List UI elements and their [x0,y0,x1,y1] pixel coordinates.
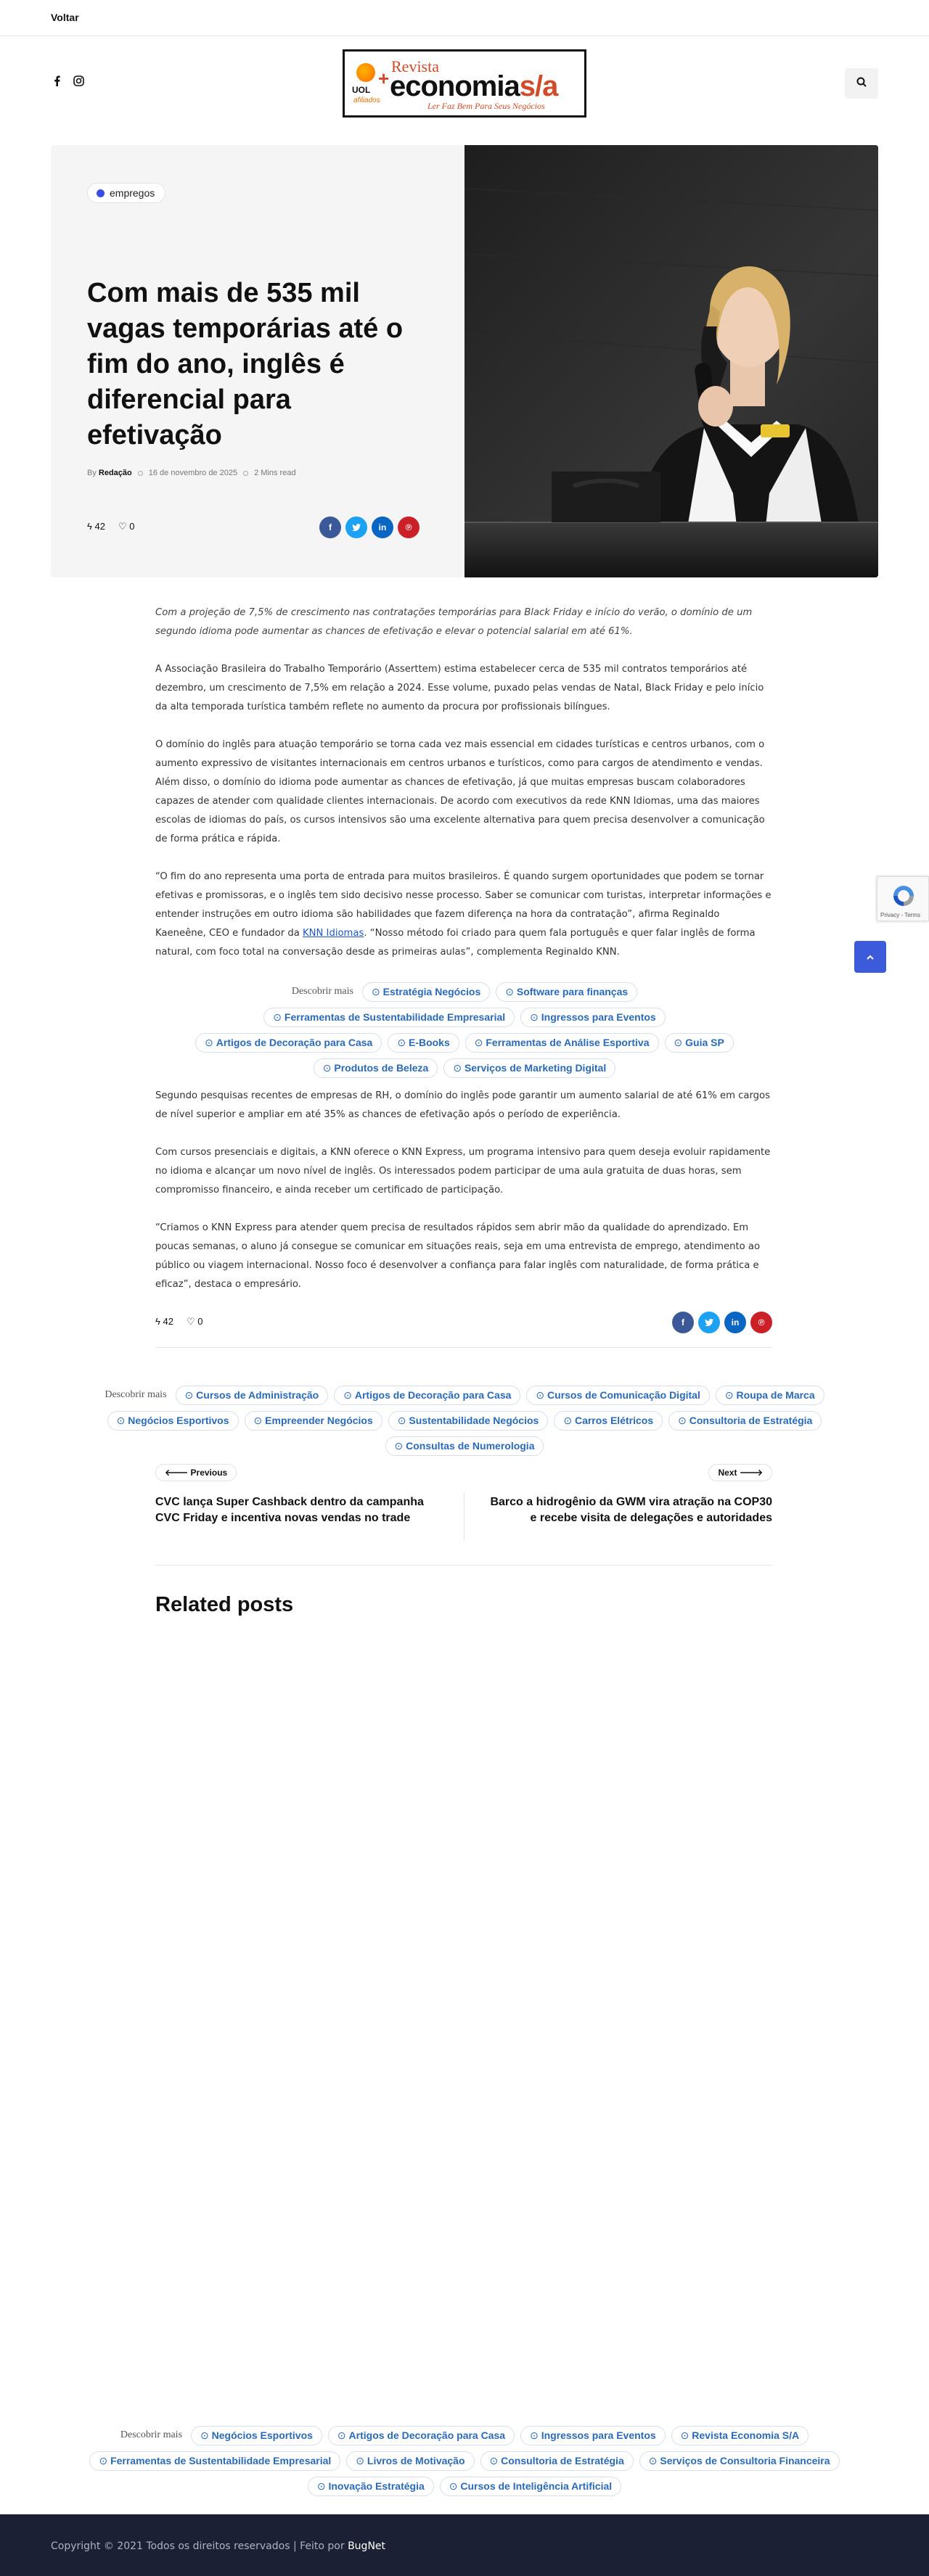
category-dot-icon [97,189,105,197]
linkedin-share-icon[interactable]: in [724,1312,746,1333]
discover-chip[interactable]: ⊙ Consultas de Numerologia [385,1436,544,1456]
top-bar [0,0,929,36]
article-title: Com mais de 535 mil vagas temporárias até o fim do ano, inglês é diferencial para efetivação [87,278,404,450]
article-paragraph: A Associação Brasileira do Trabalho Temporário (Asserttem) estima estabelecer cerca de 535 mil contratos temporários até dezembro, um crescimento de 7,5% em relação a 2024. Esse volume, puxado pelas vendas de Natal, Black Friday e pelo início da alta temporada turística também reflete no aumento da procura por profissionais bilíngues. [155,664,764,712]
views-value: 42 [163,1316,173,1327]
discover-chip[interactable]: ⊙ Inovação Estratégia [308,2477,434,2496]
logo-tagline: Ler Faz Bem Para Seus Negócios [427,101,545,111]
bolt-icon: ϟ [87,521,92,532]
category-badge[interactable] [87,183,165,203]
instagram-icon[interactable] [73,75,84,89]
discover-chip[interactable]: ⊙ Ferramentas de Análise Esportiva [465,1033,659,1053]
discover-chip[interactable]: ⊙ Artigos de Decoração para Casa [328,2426,515,2445]
publish-date: 16 de novembro de 2025 [148,469,238,477]
article-body [155,604,772,1313]
byline-by: By [87,469,97,477]
paragraph-text: “O fim do ano representa uma porta de entrada para muitos brasileiros. É quando surgem oportunidades que podem se tornar efetivas e promissoras, e o inglês tem sido decisivo nesse processo. Saber se comunicar com turistas, interpretar informações e entender instruções em outro idioma são habilidades que fazem diferença na hora da contratação”, afirma Reginaldo Kaeneêne, CEO e fundador da [155,871,772,939]
paragraph-text: . “Nosso método foi criado para quem fala português e quer falar inglês de forma natural, com foco total na conversação desde as primeiras aulas”, complementa Reginaldo KNN. [155,928,756,958]
previous-post-button[interactable] [155,1464,237,1481]
discover-chip[interactable]: ⊙ Artigos de Decoração para Casa [195,1033,382,1053]
arrow-up-icon [867,950,874,963]
discover-more-inline [0,982,929,1084]
logo-afiliados-text: afiliados [353,96,380,104]
article-meta [87,469,296,477]
footer-brand-link[interactable]: BugNet [348,2540,386,2552]
meta-separator [138,471,143,476]
discover-chip[interactable]: ⊙ Negócios Esportivos [191,2426,322,2445]
discover-chip[interactable]: ⊙ Livros de Motivação [346,2451,474,2471]
discover-row [0,2426,929,2445]
discover-more-bottom [0,2426,929,2502]
hero-image [464,145,878,577]
facebook-share-icon[interactable]: f [672,1312,694,1333]
discover-chip[interactable]: ⊙ Artigos de Decoração para Casa [334,1386,520,1405]
discover-label: Descobrir mais [291,986,353,997]
discover-label: Descobrir mais [105,1389,167,1400]
knn-idiomas-link[interactable]: KNN Idiomas [302,928,364,939]
likes-value: 0 [197,1316,203,1327]
discover-chip[interactable]: ⊙ Serviços de Consultoria Financeira [639,2451,840,2471]
arrow-right-icon: 🡒 [739,1468,763,1478]
discover-row [0,1411,929,1431]
recaptcha-links[interactable]: Privacy - Terms [880,912,920,918]
discover-chip[interactable]: ⊙ Ferramentas de Sustentabilidade Empresarial [263,1008,515,1027]
discover-chip[interactable]: ⊙ Guia SP [665,1033,734,1053]
likes-count[interactable] [187,1316,203,1328]
read-time: 2 Mins read [254,469,296,477]
search-icon [856,77,867,91]
recaptcha-icon [891,883,917,909]
hero-text-panel [51,145,464,577]
views-value: 42 [94,521,105,532]
post-navigation [155,1464,772,1565]
discover-chip[interactable]: ⊙ Ingressos para Eventos [520,2426,666,2445]
discover-chip[interactable]: ⊙ Produtos de Beleza [314,1058,438,1078]
discover-chip[interactable]: ⊙ Cursos de Administração [176,1386,329,1405]
article-footer-bar [155,1312,772,1348]
bolt-icon: ϟ [155,1316,160,1327]
related-posts-heading: Related posts [155,1593,294,1616]
logo-revista-text: Revista [391,57,439,75]
article-lead: Com a projeção de 7,5% de crescimento nas contratações temporárias para Black Friday e início do verão, o domínio de um segundo idioma pode aumentar as chances de efetivação e elevar o potencial salarial em até 61%. [155,607,753,637]
logo-uol-text: UOL [352,85,371,95]
likes-count[interactable] [118,521,135,532]
article-paragraph: O domínio do inglês para atuação temporário se torna cada vez mais essencial em cidades turísticas e centros urbanos, com o aumento expressivo de visitantes internacionais em centros urbanos e turísticos, como para cargos de atendimento e vendas. Além disso, o domínio do idioma pode aumentar as chances de efetivação, já que muitas empresas buscam colaboradores capazes de atender com qualidade clientes internacionais. De acordo com executivos da rede KNN Idiomas, uma das maiores escolas de idiomas do país, os cursos intensivos são uma excelente alternativa para quem precisa desenvolver a comunicação de forma prática e rápida. [155,739,765,844]
discover-row [0,1033,929,1053]
meta-separator [243,471,248,476]
linkedin-share-icon[interactable]: in [372,517,393,538]
discover-chip[interactable]: ⊙ Cursos de Comunicação Digital [526,1386,709,1405]
discover-chip[interactable]: ⊙ Ferramentas de Sustentabilidade Empresarial [89,2451,340,2471]
heart-icon: ♡ [118,521,127,532]
article-stats [155,1316,203,1328]
heart-icon: ♡ [186,1316,195,1327]
discover-label: Descobrir mais [120,2429,183,2440]
discover-chip[interactable]: ⊙ Sustentabilidade Negócios [388,1411,549,1431]
discover-chip[interactable]: ⊙ Empreender Negócios [245,1411,382,1431]
social-links [51,75,84,89]
discover-row [0,1386,929,1405]
article-paragraph [155,868,772,962]
article-stats [87,521,135,532]
logo-name-suffix: s/a [519,70,558,102]
site-footer [0,2514,929,2576]
likes-value: 0 [129,521,135,532]
pinterest-share-icon[interactable]: ℗ [398,517,420,538]
logo-name-main: economia [390,70,520,102]
views-count [155,1316,173,1328]
discover-chip[interactable]: ⊙ Cursos de Inteligência Artificial [440,2477,621,2496]
pinterest-share-icon[interactable]: ℗ [750,1312,772,1333]
next-label: Next [718,1468,737,1478]
scroll-to-top-button[interactable] [854,941,886,973]
discover-chip[interactable]: ⊙ Software para finanças [496,982,637,1002]
twitter-share-icon[interactable] [698,1312,720,1333]
discover-more-after-article [0,1386,929,1462]
search-button[interactable] [845,68,878,99]
discover-chip[interactable]: ⊙ Serviços de Marketing Digital [443,1058,615,1078]
article-paragraph: Com cursos presenciais e digitais, a KNN oferece o KNN Express, um programa intensivo para quem deseja evoluir rapidamente no idioma e alcançar um novo nível de inglês. Os interessados podem participar de uma aula gratuita de duas horas, sem compromisso financeiro, e ainda receber um certificado de participação. [155,1147,771,1196]
category-label: empregos [110,187,155,199]
discover-chip[interactable]: ⊙ Estratégia Negócios [362,982,490,1002]
twitter-share-icon[interactable] [345,517,367,538]
site-header [0,36,929,131]
logo-name [390,70,557,103]
arrow-left-icon: 🡐 [165,1468,189,1478]
previous-post-title[interactable]: CVC lança Super Cashback dentro da campanha CVC Friday e incentiva novas vendas no trade [155,1496,424,1524]
previous-label: Previous [190,1468,228,1478]
share-buttons [672,1312,772,1333]
discover-row [0,1008,929,1027]
discover-chip[interactable]: ⊙ Consultoria de Estratégia [668,1411,822,1431]
author-name[interactable]: Redação [98,469,132,477]
discover-chip[interactable]: ⊙ E-Books [388,1033,459,1053]
discover-chip[interactable]: ⊙ Negócios Esportivos [107,1411,239,1431]
discover-row [0,2477,929,2496]
discover-chip[interactable]: ⊙ Revista Economia S/A [671,2426,809,2445]
discover-chip[interactable]: ⊙ Ingressos para Eventos [520,1008,666,1027]
facebook-share-icon[interactable]: f [319,517,341,538]
recaptcha-badge[interactable] [877,876,929,921]
discover-chip[interactable]: ⊙ Consultoria de Estratégia [480,2451,634,2471]
discover-row [0,2451,929,2471]
article-hero [51,145,878,577]
article-paragraph: “Criamos o KNN Express para atender quem precisa de resultados rápidos sem abrir mão da qualidade do aprendizado. Em poucas semanas, o aluno já consegue se comunicar em situações reais, seja em uma entrevista de emprego, atendimento ao público ou viagem internacional. Nosso foco é desenvolver a confiança para falar inglês com naturalidade, de forma prática e eficaz”, destaca o empresário. [155,1222,761,1290]
uol-sun-logo [356,63,375,82]
views-count [87,521,105,532]
facebook-icon[interactable] [51,75,62,89]
byline [87,469,132,477]
copyright-text [51,2540,385,2552]
discover-row [0,982,929,1002]
next-post-button[interactable] [708,1464,772,1481]
copyright-label: Copyright © 2021 Todos os direitos reservados | Feito por [51,2540,345,2552]
discover-row [0,1058,929,1078]
discover-chip[interactable]: ⊙ Carros Elétricos [554,1411,663,1431]
discover-chip[interactable]: ⊙ Roupa de Marca [716,1386,824,1405]
logo-plus: + [378,67,390,89]
site-logo[interactable] [343,49,586,118]
back-link[interactable]: Voltar [51,12,79,23]
share-buttons [319,517,420,538]
discover-row [0,1436,929,1456]
article-paragraph: Segundo pesquisas recentes de empresas de RH, o domínio do inglês pode garantir um aumento salarial de até 61% em cargos de nível superior e ampliar em até 35% as chances de efetivação após o período de experiência. [155,1090,770,1120]
next-post-title[interactable]: Barco a hidrogênio da GWM vira atração na COP30 e recebe visita de delegações e autoridades [490,1496,772,1524]
